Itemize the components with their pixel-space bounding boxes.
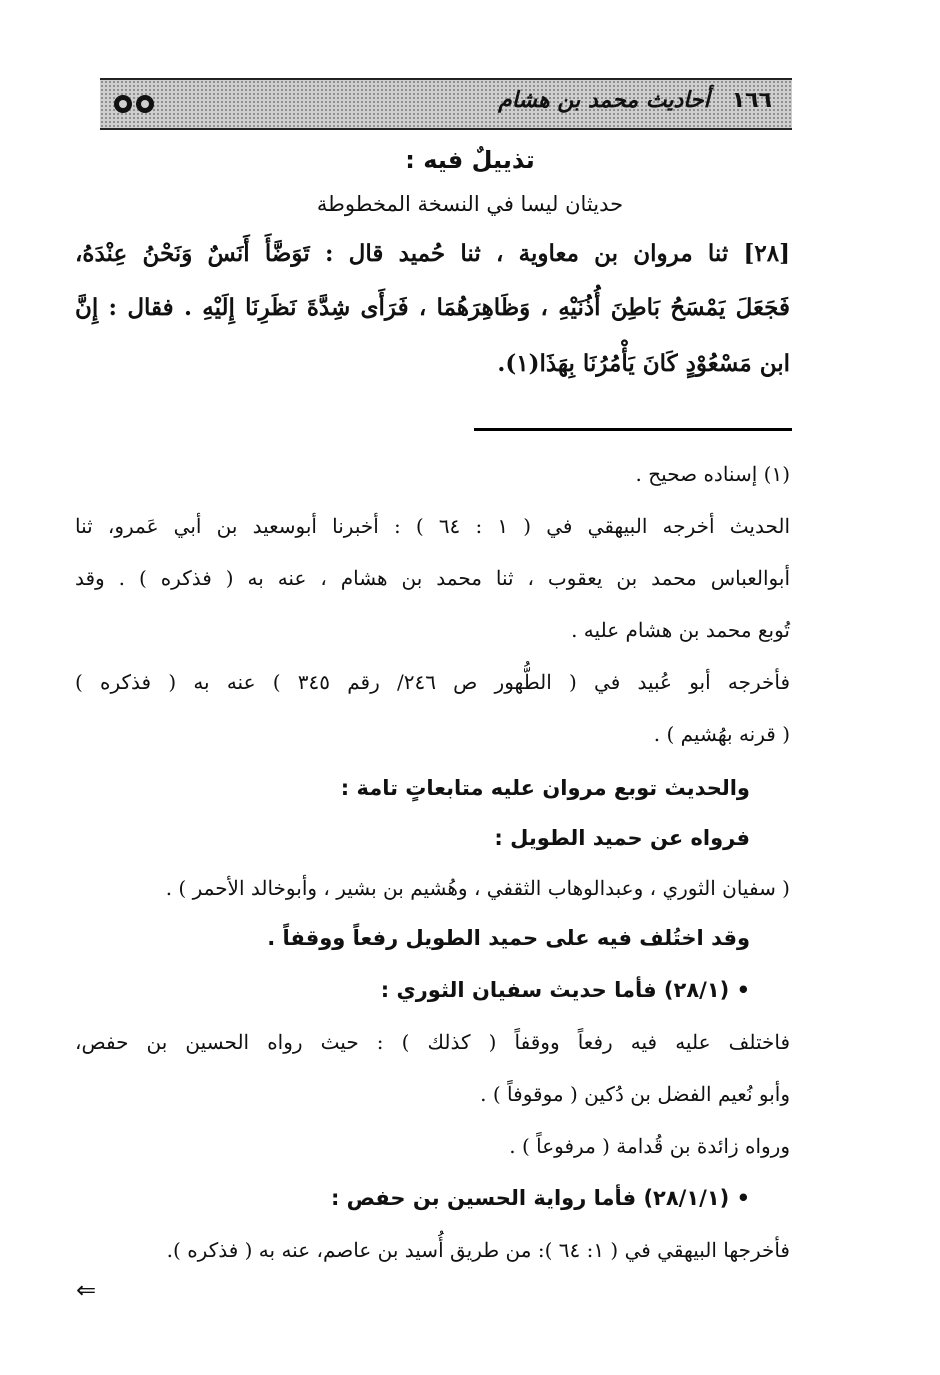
footnote-line-4: تُوبع محمد بن هشام عليه . <box>571 618 790 642</box>
footnote-line-3: أبوالعباس محمد بن يعقوب ، ثنا محمد بن هشام ، عنه به ( فذكره ) . وقد <box>75 566 790 590</box>
header-title-line <box>498 88 772 113</box>
body-line-9: • (٢٨/١/١) فأما رواية الحسين بن حفص : <box>330 1186 750 1210</box>
body-line-1: والحديث توبع مروان عليه متابعاتٍ تامة : <box>340 776 750 800</box>
body-line-8: ورواه زائدة بن قُدامة ( مرفوعاً ) . <box>509 1134 790 1158</box>
hadith-line-1: [٢٨] ثنا مروان بن معاوية ، ثنا حُميد قال : تَوَضَّأَ أَنَسٌ وَنَحْنُ عِنْدَهُ، <box>75 240 790 267</box>
footnote-separator <box>474 428 792 431</box>
footnote-line-1: (١) إسناده صحيح . <box>635 462 790 486</box>
section-heading: تذييلٌ فيه : <box>405 146 535 174</box>
running-header <box>100 78 792 130</box>
ornament-icon <box>112 92 158 116</box>
body-line-6: فاختلف عليه فيه رفعاً ووقفاً ( كذلك ) : حيث رواه الحسين بن حفص، <box>75 1030 790 1054</box>
footnote-line-5: فأخرجه أبو عُبيد في ( الطُّهور ص ٢٤٦/ رقم ٣٤٥ ) عنه به ( فذكره ) <box>75 670 791 694</box>
hadith-line-3: ابن مَسْعُوْدٍ كَانَ يَأْمُرُنَا بِهَذَا(١). <box>497 350 790 377</box>
page-number: ١٦٦ <box>731 88 772 113</box>
footnote-line-6: ( قرنه بهُشيم ) . <box>653 722 790 746</box>
body-line-5: • (٢٨/١) فأما حديث سفيان الثوري : <box>380 978 750 1002</box>
hadith-line-2: فَجَعَلَ يَمْسَحُ بَاطِنَ أُذُنَيْهِ ، وَظَاهِرَهُمَا ، فَرَأَى شِدَّةَ نَظَرِنَا إِلَيْهِ . فقال : إِنَّ <box>75 294 790 321</box>
book-title: أحاديث محمد بن هشام <box>498 88 710 113</box>
body-line-7: وأبو نُعيم الفضل بن دُكين ( موقوفاً ) . <box>480 1082 790 1106</box>
body-line-10: فأخرجها البيهقي في ( ١: ٦٤ ): من طريق أُسيد بن عاصم، عنه به ( فذكره ). <box>166 1238 790 1262</box>
body-line-4: وقد اختُلف فيه على حميد الطويل رفعاً ووقفاً . <box>267 926 750 950</box>
body-line-3: ( سفيان الثوري ، وعبدالوهاب الثقفي ، وهُشيم بن بشير ، وأبوخالد الأحمر ) . <box>165 876 790 900</box>
continue-arrow-icon: ⇐ <box>76 1276 97 1304</box>
footnote-line-2: الحديث أخرجه البيهقي في ( ١ : ٦٤ ) : أخبرنا أبوسعيد بن أبي عَمرو، ثنا <box>75 514 791 538</box>
body-line-2: فرواه عن حميد الطويل : <box>494 826 750 850</box>
section-subheading: حديثان ليسا في النسخة المخطوطة <box>316 192 624 216</box>
